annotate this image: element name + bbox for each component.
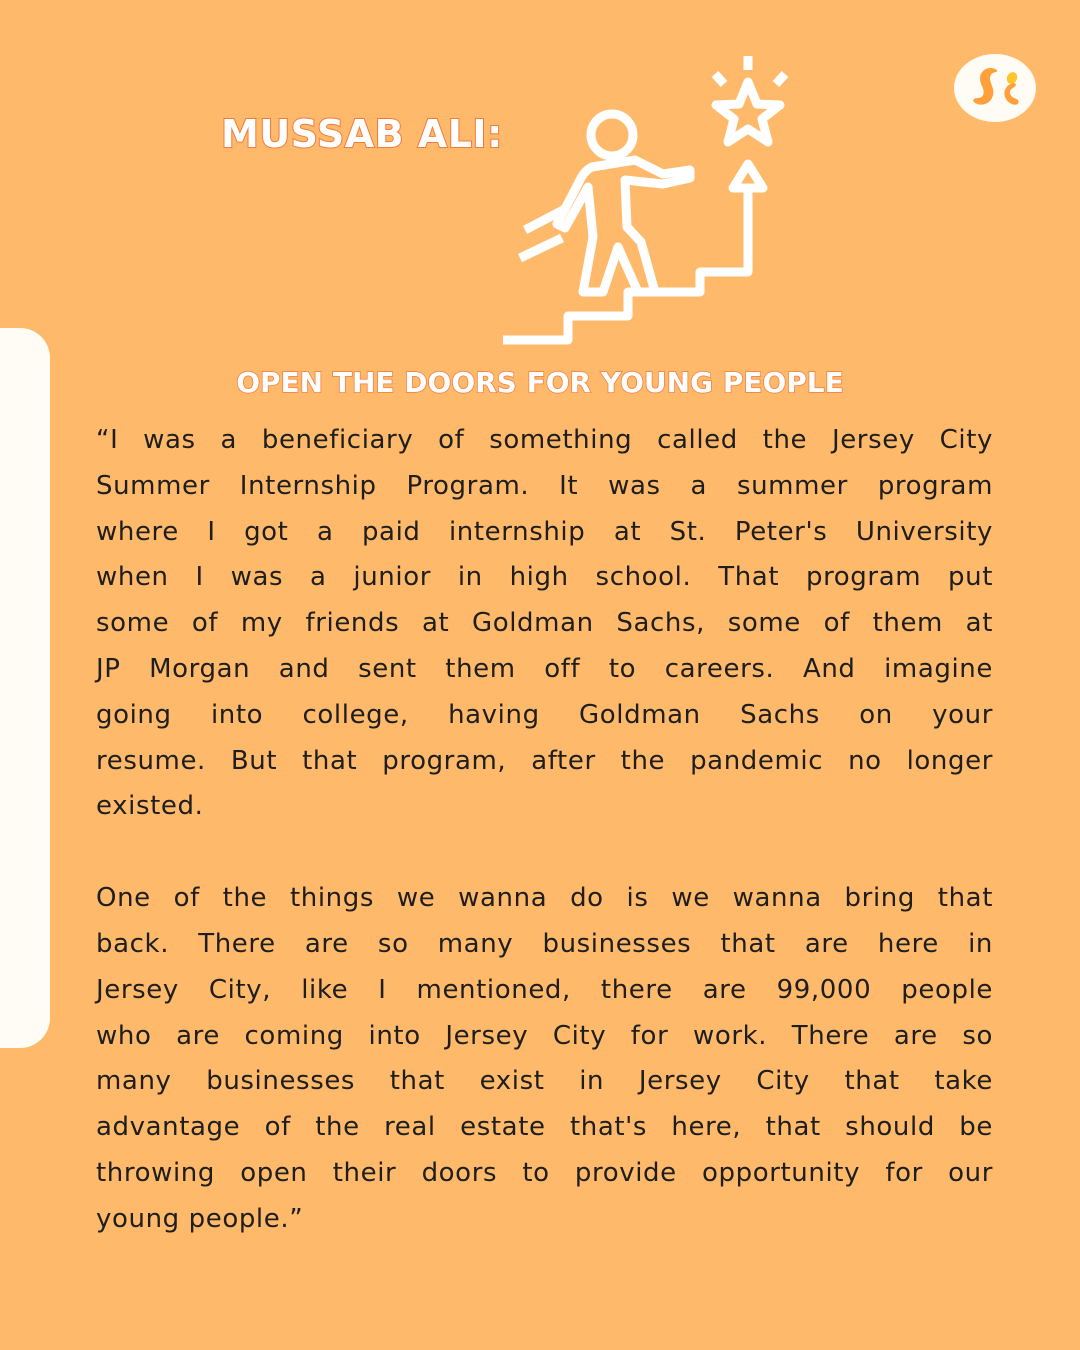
quote-line: many businesses that exist in Jersey City that take — [96, 1066, 993, 1097]
star-ray — [776, 74, 785, 84]
quote-line: advantage of the real estate that's here, that should be — [96, 1112, 993, 1143]
quote-line: Summer Internship Program. It was a summer program — [96, 470, 993, 501]
person-climbing-stairs-to-star-icon — [495, 52, 795, 352]
quote-line: going into college, having Goldman Sachs on your — [96, 699, 993, 730]
quote-block — [96, 418, 993, 1243]
quote-line: “I was a beneficiary of something called the Jersey City — [96, 425, 993, 455]
quote-line: One of the things we wanna do is we wanna bring that — [96, 883, 993, 914]
sjc-logo-icon — [954, 54, 1036, 122]
quote-paragraph-1 — [96, 418, 993, 830]
paragraph-spacer — [96, 830, 993, 876]
quote-line: throwing open their doors to provide opportunity for our — [96, 1157, 993, 1188]
quote-line: when I was a junior in high school. That program put — [96, 562, 993, 593]
page-title: MUSSAB ALI: — [221, 112, 503, 156]
brand-logo[interactable] — [954, 54, 1036, 122]
quote-line: young people.” — [96, 1203, 304, 1234]
quote-line: where I got a paid internship at St. Peter's University — [96, 516, 993, 547]
quote-line: existed. — [96, 791, 204, 822]
motion-line — [520, 238, 562, 258]
person-body — [557, 160, 690, 292]
quote-line: some of my friends at Goldman Sachs, some of them at — [96, 608, 993, 639]
quote-line: resume. But that program, after the pandemic no longer — [96, 745, 993, 776]
section-heading: OPEN THE DOORS FOR YOUNG PEOPLE — [236, 366, 844, 399]
quote-line: JP Morgan and sent them off to careers. And imagine — [96, 653, 993, 684]
star-ray — [715, 74, 724, 84]
quote-line: who are coming into Jersey City for work. There are so — [96, 1020, 993, 1051]
quote-line: back. There are so many businesses that are here in — [96, 928, 993, 959]
side-tab-decoration — [0, 328, 50, 1048]
quote-paragraph-2 — [96, 876, 993, 1242]
star-shape — [716, 82, 780, 142]
person-head — [591, 114, 633, 156]
quote-line: Jersey City, like I mentioned, there are 99,000 people — [96, 974, 993, 1005]
arrow-head — [733, 164, 763, 188]
